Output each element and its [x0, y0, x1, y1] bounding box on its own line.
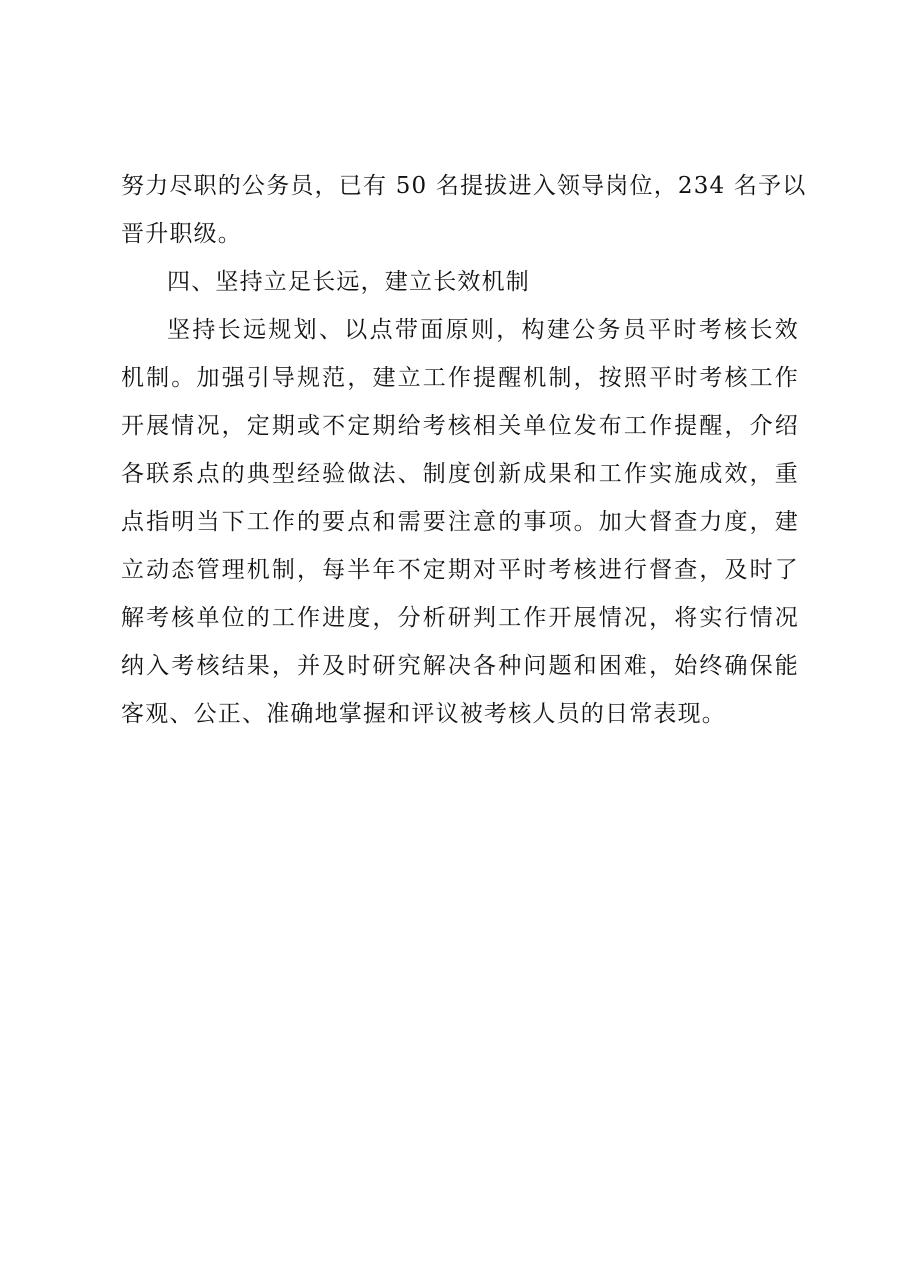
document-body — [121, 162, 807, 738]
text-line: 解考核单位的工作进度，分析研判工作开展情况，将实行情况 — [121, 605, 799, 631]
heading-text: 四、坚持立足长远，建立长效机制 — [167, 269, 530, 295]
text-line: 晋升职级。 — [121, 221, 242, 247]
text-line: 点指明当下工作的要点和需要注意的事项。加大督查力度，建 — [121, 509, 799, 535]
section-heading — [121, 258, 799, 306]
text-line: 机制。加强引导规范，建立工作提醒机制，按照平时考核工作 — [121, 365, 799, 391]
text-line: 努力尽职的公务员，已有 50 名提拔进入领导岗位，234 名予以 — [121, 173, 807, 199]
text-line: 坚持长远规划、以点带面原则，构建公务员平时考核长效 — [167, 317, 799, 343]
text-line: 开展情况，定期或不定期给考核相关单位发布工作提醒，介绍 — [121, 413, 799, 439]
paragraph-body — [121, 306, 799, 738]
text-line: 纳入考核结果，并及时研究解决各种问题和困难，始终确保能 — [121, 653, 799, 679]
text-line: 立动态管理机制，每半年不定期对平时考核进行督查，及时了 — [121, 557, 799, 583]
paragraph-continuation — [121, 162, 807, 258]
text-line: 各联系点的典型经验做法、制度创新成果和工作实施成效，重 — [121, 461, 799, 487]
text-line: 客观、公正、准确地掌握和评议被考核人员的日常表现。 — [121, 701, 726, 727]
